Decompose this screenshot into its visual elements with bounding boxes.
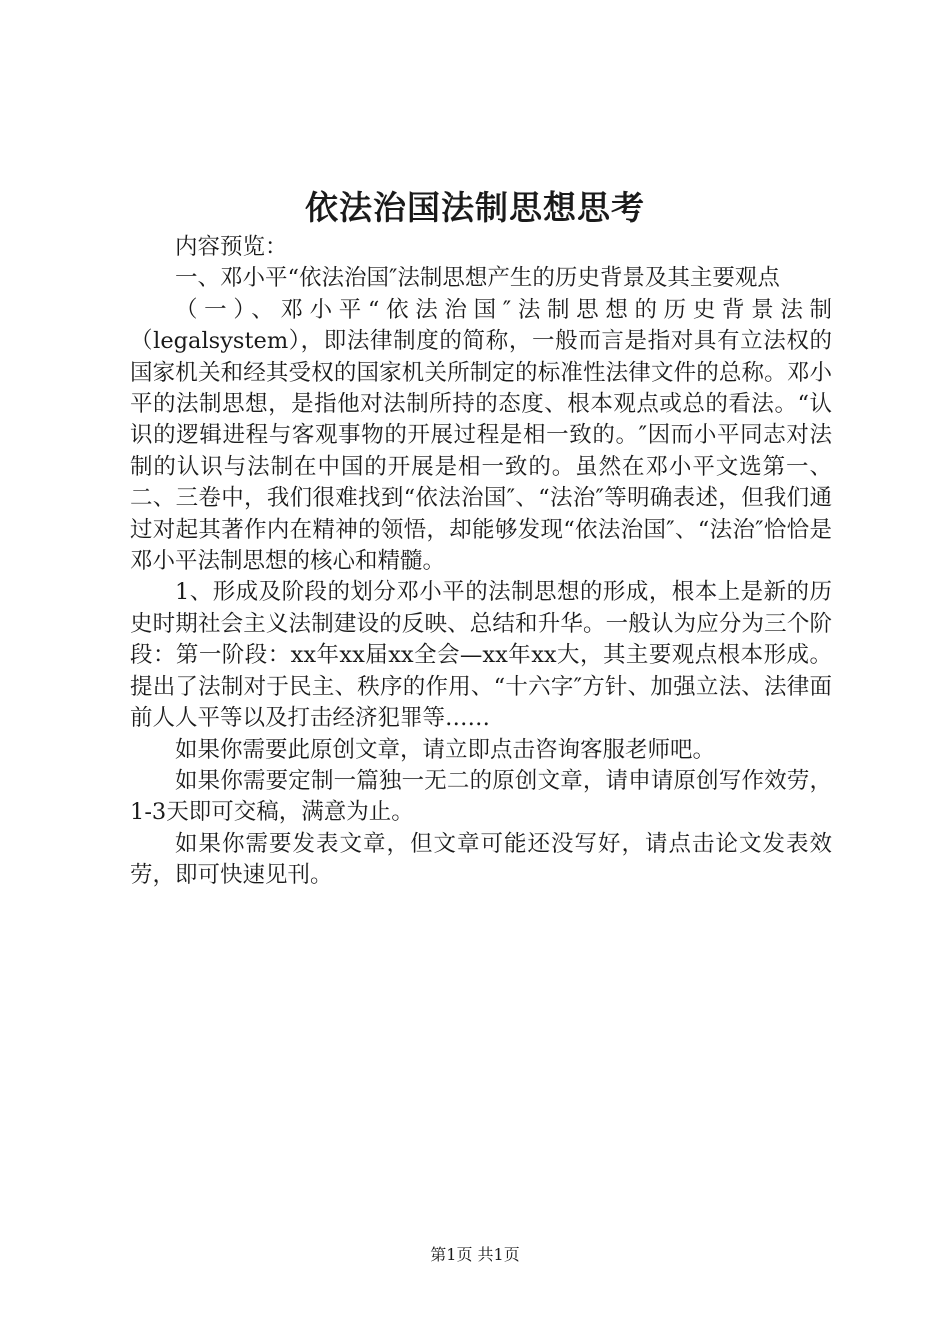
promo-paragraph: 如果你需要发表文章，但文章可能还没写好，请点击论文发表效劳，即可快速见刊。: [130, 830, 832, 889]
promo-paragraph: 如果你需要此原创文章，请立即点击咨询客服老师吧。: [175, 736, 716, 763]
document-body: [130, 232, 832, 892]
section-heading: 一、邓小平“依法治国″法制思想产生的历史背景及其主要观点: [175, 265, 780, 292]
preview-label: 内容预览：: [175, 234, 288, 260]
promo-paragraph: 如果你需要定制一篇独一无二的原创文章，请申请原创写作效劳，1-3天即可交稿，满意为止。: [130, 767, 832, 826]
body-paragraph: 1、形成及阶段的划分邓小平的法制思想的形成，根本上是新的历史时期社会主义法制建设的反映、总结和升华。一般认为应分为三个阶段：第一阶段：xx年xx届xx全会—xx年xx大，其主要观点根本形成。提出了法制对于民主、秩序的作用、“十六字″方针、加强立法、法律面前人人平等以及打击经济犯罪等……: [130, 579, 832, 732]
document-title: 依法治国法制思想思考: [305, 188, 645, 227]
body-paragraph: （一）、邓小平“依法治国″法制思想的历史背景法制（legalsystem），即法律制度的简称，一般而言是指对具有立法权的国家机关和经其受权的国家机关所制定的标准性法律文件的总称。邓小平的法制思想，是指他对法制所持的态度、根本观点或总的看法。“认识的逻辑进程与客观事物的开展过程是相一致的。″因而小平同志对法制的认识与法制在中国的开展是相一致的。虽然在邓小平文选第一、二、三卷中，我们很难找到“依法治国″、“法治″等明确表述，但我们通过对起其著作内在精神的领悟，却能够发现“依法治国″、“法治″恰恰是邓小平法制思想的核心和精髓。: [130, 296, 832, 575]
page-footer: 第1页 共1页: [430, 1245, 520, 1264]
